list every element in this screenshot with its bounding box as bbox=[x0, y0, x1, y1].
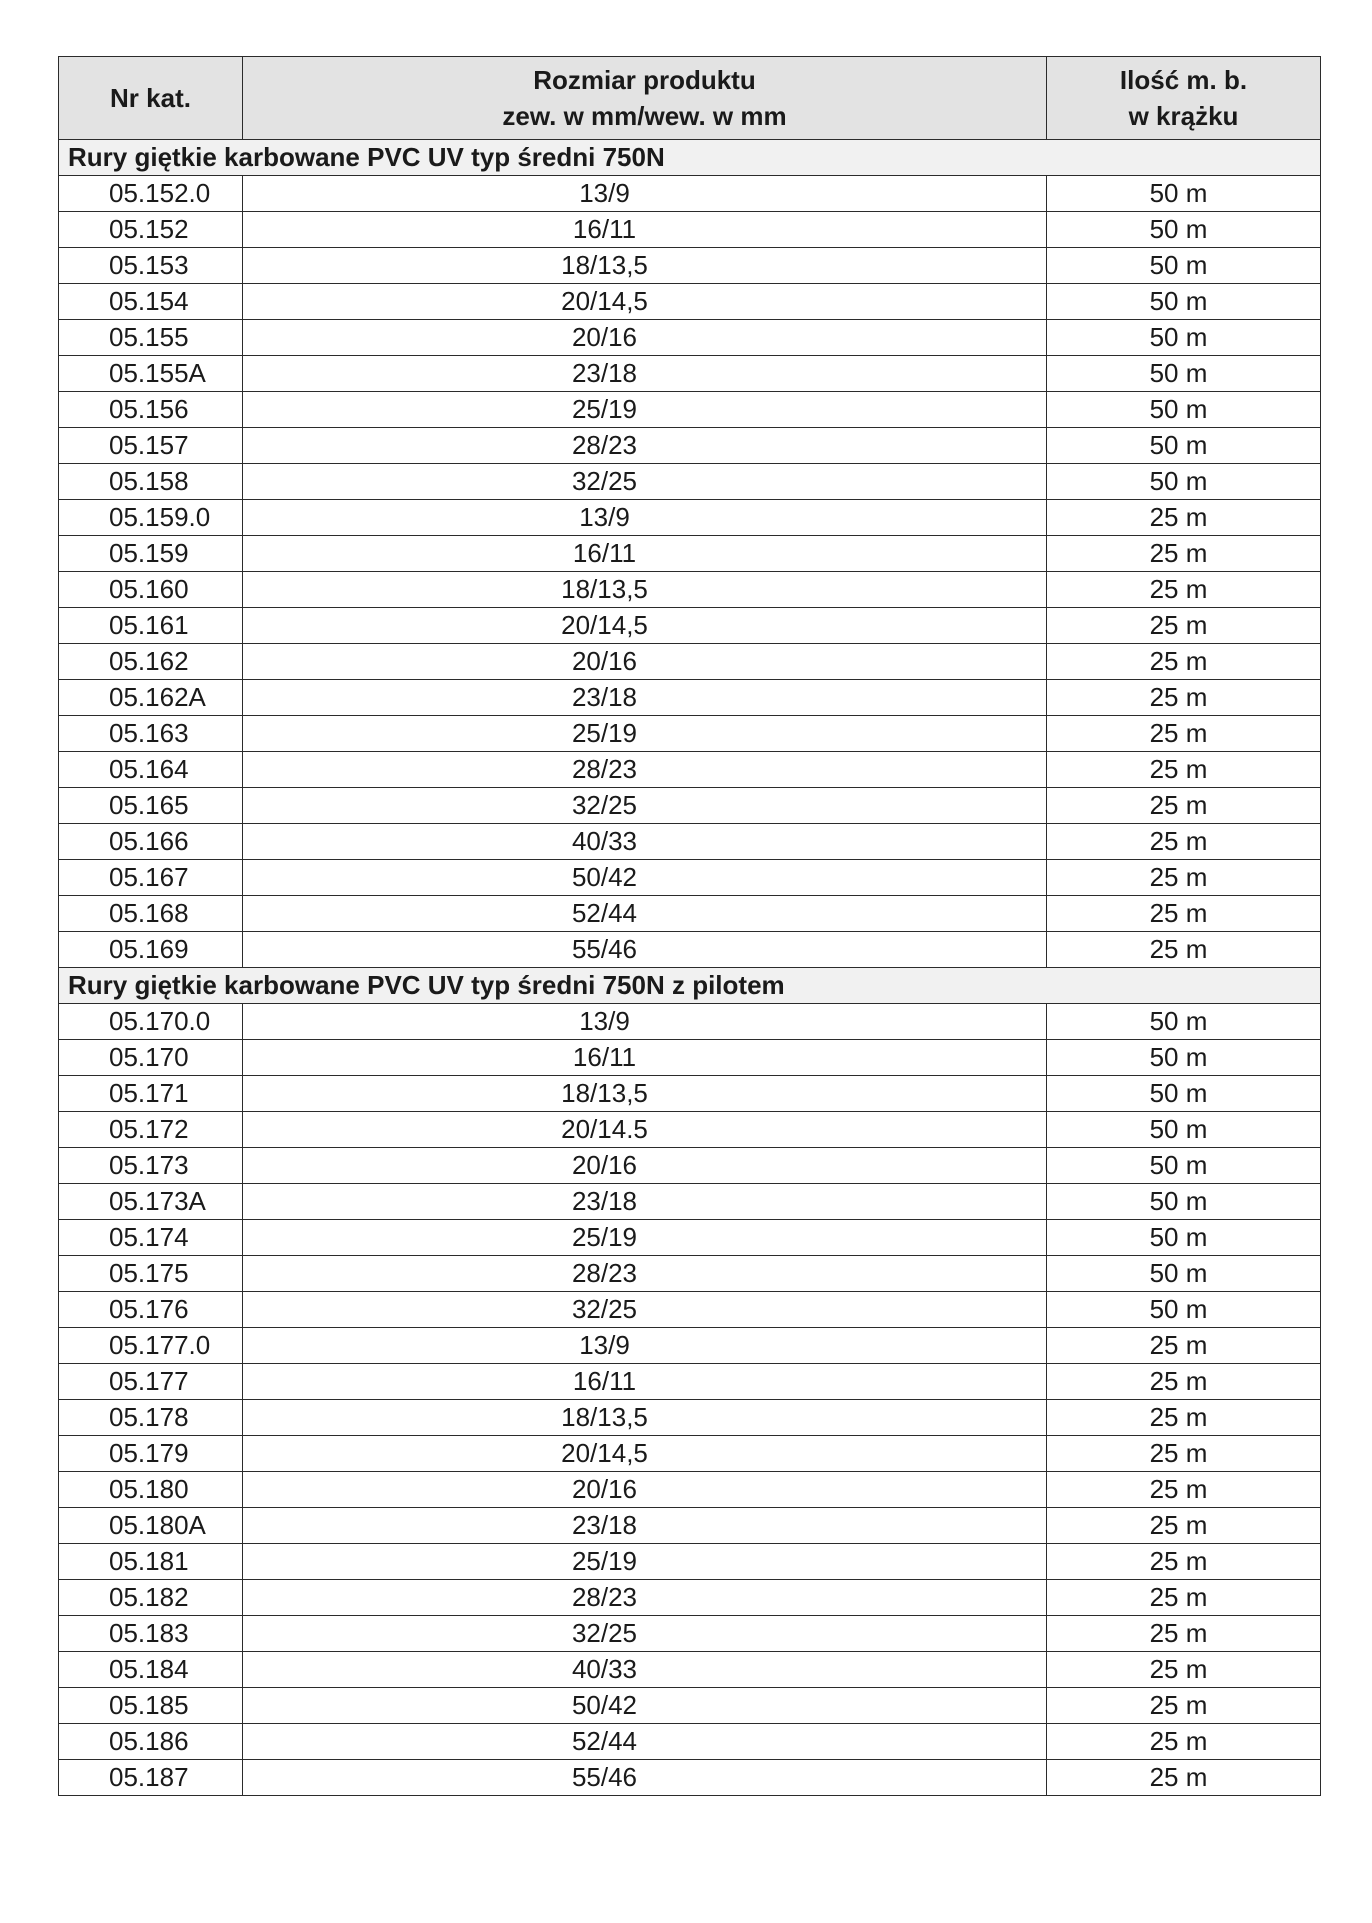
catalog-no-cell: 05.173 bbox=[59, 1148, 243, 1184]
product-size-cell: 20/14.5 bbox=[243, 1112, 1047, 1148]
table-row bbox=[59, 1760, 1321, 1796]
product-size-cell: 20/14,5 bbox=[243, 284, 1047, 320]
catalog-no-cell: 05.158 bbox=[59, 464, 243, 500]
product-size-cell: 32/25 bbox=[243, 464, 1047, 500]
quantity-cell: 25 m bbox=[1047, 536, 1321, 572]
product-size-cell: 32/25 bbox=[243, 1616, 1047, 1652]
quantity-cell: 50 m bbox=[1047, 1004, 1321, 1040]
quantity-cell: 25 m bbox=[1047, 1652, 1321, 1688]
quantity-cell: 50 m bbox=[1047, 320, 1321, 356]
catalog-no-cell: 05.154 bbox=[59, 284, 243, 320]
product-size-cell: 55/46 bbox=[243, 932, 1047, 968]
quantity-cell: 50 m bbox=[1047, 1040, 1321, 1076]
catalog-no-cell: 05.160 bbox=[59, 572, 243, 608]
catalog-no-cell: 05.187 bbox=[59, 1760, 243, 1796]
catalog-no-cell: 05.167 bbox=[59, 860, 243, 896]
product-size-cell: 52/44 bbox=[243, 896, 1047, 932]
product-size-cell: 20/16 bbox=[243, 320, 1047, 356]
catalog-no-cell: 05.186 bbox=[59, 1724, 243, 1760]
table-row bbox=[59, 1544, 1321, 1580]
quantity-cell: 50 m bbox=[1047, 356, 1321, 392]
product-size-cell: 28/23 bbox=[243, 752, 1047, 788]
product-size-cell: 18/13,5 bbox=[243, 572, 1047, 608]
catalog-no-cell: 05.179 bbox=[59, 1436, 243, 1472]
quantity-cell: 25 m bbox=[1047, 1508, 1321, 1544]
catalog-no-cell: 05.159 bbox=[59, 536, 243, 572]
product-size-cell: 23/18 bbox=[243, 1184, 1047, 1220]
table-row bbox=[59, 752, 1321, 788]
product-size-cell: 23/18 bbox=[243, 680, 1047, 716]
table-row bbox=[59, 464, 1321, 500]
product-size-cell: 13/9 bbox=[243, 1004, 1047, 1040]
catalog-no-cell: 05.163 bbox=[59, 716, 243, 752]
table-body bbox=[59, 140, 1321, 1796]
table-row bbox=[59, 1508, 1321, 1544]
quantity-cell: 25 m bbox=[1047, 1400, 1321, 1436]
catalog-no-cell: 05.170.0 bbox=[59, 1004, 243, 1040]
product-size-cell: 13/9 bbox=[243, 176, 1047, 212]
table-row bbox=[59, 536, 1321, 572]
product-size-cell: 20/14,5 bbox=[243, 608, 1047, 644]
catalog-no-cell: 05.165 bbox=[59, 788, 243, 824]
quantity-cell: 25 m bbox=[1047, 896, 1321, 932]
product-size-cell: 20/16 bbox=[243, 644, 1047, 680]
product-size-cell: 20/14,5 bbox=[243, 1436, 1047, 1472]
quantity-cell: 25 m bbox=[1047, 608, 1321, 644]
product-size-cell: 20/16 bbox=[243, 1472, 1047, 1508]
table-row bbox=[59, 1724, 1321, 1760]
product-size-cell: 16/11 bbox=[243, 536, 1047, 572]
table-row bbox=[59, 1004, 1321, 1040]
quantity-cell: 50 m bbox=[1047, 1076, 1321, 1112]
quantity-cell: 25 m bbox=[1047, 716, 1321, 752]
catalog-no-cell: 05.162 bbox=[59, 644, 243, 680]
quantity-cell: 25 m bbox=[1047, 1472, 1321, 1508]
catalog-no-cell: 05.164 bbox=[59, 752, 243, 788]
table-row bbox=[59, 1652, 1321, 1688]
quantity-cell: 50 m bbox=[1047, 176, 1321, 212]
table-row bbox=[59, 680, 1321, 716]
product-size-cell: 13/9 bbox=[243, 500, 1047, 536]
product-size-cell: 18/13,5 bbox=[243, 1400, 1047, 1436]
catalog-no-cell: 05.168 bbox=[59, 896, 243, 932]
catalog-no-cell: 05.162A bbox=[59, 680, 243, 716]
quantity-cell: 50 m bbox=[1047, 1292, 1321, 1328]
quantity-cell: 25 m bbox=[1047, 680, 1321, 716]
quantity-cell: 50 m bbox=[1047, 1220, 1321, 1256]
table-row bbox=[59, 392, 1321, 428]
table-row bbox=[59, 1148, 1321, 1184]
table-row bbox=[59, 932, 1321, 968]
header-product-size-line2: zew. w mm/wew. w mm bbox=[502, 101, 787, 131]
product-size-cell: 40/33 bbox=[243, 1652, 1047, 1688]
product-size-cell: 28/23 bbox=[243, 428, 1047, 464]
quantity-cell: 50 m bbox=[1047, 1148, 1321, 1184]
table-row bbox=[59, 1112, 1321, 1148]
catalog-no-cell: 05.184 bbox=[59, 1652, 243, 1688]
table-row bbox=[59, 1292, 1321, 1328]
quantity-cell: 25 m bbox=[1047, 860, 1321, 896]
product-size-cell: 25/19 bbox=[243, 716, 1047, 752]
product-size-cell: 25/19 bbox=[243, 392, 1047, 428]
quantity-cell: 25 m bbox=[1047, 1724, 1321, 1760]
quantity-cell: 50 m bbox=[1047, 248, 1321, 284]
header-catalog-no: Nr kat. bbox=[59, 57, 243, 140]
table-row bbox=[59, 1436, 1321, 1472]
quantity-cell: 25 m bbox=[1047, 644, 1321, 680]
table-row bbox=[59, 1076, 1321, 1112]
table-header bbox=[59, 57, 1321, 140]
catalog-no-cell: 05.156 bbox=[59, 392, 243, 428]
table-row bbox=[59, 1688, 1321, 1724]
catalog-no-cell: 05.180A bbox=[59, 1508, 243, 1544]
catalog-no-cell: 05.172 bbox=[59, 1112, 243, 1148]
table-row bbox=[59, 356, 1321, 392]
quantity-cell: 25 m bbox=[1047, 1580, 1321, 1616]
product-size-cell: 16/11 bbox=[243, 212, 1047, 248]
table-row bbox=[59, 788, 1321, 824]
catalog-no-cell: 05.157 bbox=[59, 428, 243, 464]
table-row bbox=[59, 716, 1321, 752]
catalog-no-cell: 05.182 bbox=[59, 1580, 243, 1616]
quantity-cell: 25 m bbox=[1047, 1616, 1321, 1652]
table-row bbox=[59, 896, 1321, 932]
table-row bbox=[59, 860, 1321, 896]
table-row bbox=[59, 284, 1321, 320]
table-row bbox=[59, 320, 1321, 356]
header-product-size bbox=[243, 57, 1047, 140]
catalog-no-cell: 05.181 bbox=[59, 1544, 243, 1580]
product-size-cell: 23/18 bbox=[243, 1508, 1047, 1544]
table-row bbox=[59, 1364, 1321, 1400]
catalog-no-cell: 05.176 bbox=[59, 1292, 243, 1328]
quantity-cell: 25 m bbox=[1047, 1544, 1321, 1580]
table-row bbox=[59, 212, 1321, 248]
product-table bbox=[58, 56, 1321, 1796]
catalog-no-cell: 05.155A bbox=[59, 356, 243, 392]
catalog-no-cell: 05.171 bbox=[59, 1076, 243, 1112]
catalog-no-cell: 05.169 bbox=[59, 932, 243, 968]
quantity-cell: 50 m bbox=[1047, 1256, 1321, 1292]
table-row bbox=[59, 1616, 1321, 1652]
catalog-no-cell: 05.177.0 bbox=[59, 1328, 243, 1364]
table-row bbox=[59, 1220, 1321, 1256]
quantity-cell: 25 m bbox=[1047, 752, 1321, 788]
product-size-cell: 16/11 bbox=[243, 1364, 1047, 1400]
quantity-cell: 25 m bbox=[1047, 1328, 1321, 1364]
catalog-no-cell: 05.178 bbox=[59, 1400, 243, 1436]
catalog-no-cell: 05.173A bbox=[59, 1184, 243, 1220]
quantity-cell: 25 m bbox=[1047, 500, 1321, 536]
product-size-cell: 13/9 bbox=[243, 1328, 1047, 1364]
product-size-cell: 18/13,5 bbox=[243, 1076, 1047, 1112]
table-row bbox=[59, 1580, 1321, 1616]
table-row bbox=[59, 644, 1321, 680]
catalog-no-cell: 05.152.0 bbox=[59, 176, 243, 212]
table-row bbox=[59, 1328, 1321, 1364]
section-title: Rury giętkie karbowane PVC UV typ średni 750N bbox=[59, 140, 1321, 176]
product-size-cell: 50/42 bbox=[243, 1688, 1047, 1724]
catalog-no-cell: 05.152 bbox=[59, 212, 243, 248]
catalog-no-cell: 05.161 bbox=[59, 608, 243, 644]
table-row bbox=[59, 176, 1321, 212]
product-size-cell: 25/19 bbox=[243, 1220, 1047, 1256]
section-header-row bbox=[59, 140, 1321, 176]
product-size-cell: 25/19 bbox=[243, 1544, 1047, 1580]
product-size-cell: 55/46 bbox=[243, 1760, 1047, 1796]
table-row bbox=[59, 500, 1321, 536]
catalog-no-cell: 05.177 bbox=[59, 1364, 243, 1400]
product-size-cell: 32/25 bbox=[243, 788, 1047, 824]
product-size-cell: 32/25 bbox=[243, 1292, 1047, 1328]
quantity-cell: 50 m bbox=[1047, 464, 1321, 500]
section-header-row bbox=[59, 968, 1321, 1004]
catalog-no-cell: 05.180 bbox=[59, 1472, 243, 1508]
table-row bbox=[59, 608, 1321, 644]
quantity-cell: 50 m bbox=[1047, 284, 1321, 320]
table-row bbox=[59, 428, 1321, 464]
quantity-cell: 25 m bbox=[1047, 1436, 1321, 1472]
catalog-no-cell: 05.166 bbox=[59, 824, 243, 860]
catalog-no-cell: 05.185 bbox=[59, 1688, 243, 1724]
section-title: Rury giętkie karbowane PVC UV typ średni 750N z pilotem bbox=[59, 968, 1321, 1004]
quantity-cell: 50 m bbox=[1047, 1184, 1321, 1220]
table-row bbox=[59, 248, 1321, 284]
product-size-cell: 28/23 bbox=[243, 1256, 1047, 1292]
catalog-no-cell: 05.153 bbox=[59, 248, 243, 284]
header-product-size-line1: Rozmiar produktu bbox=[533, 65, 756, 95]
product-size-cell: 40/33 bbox=[243, 824, 1047, 860]
quantity-cell: 50 m bbox=[1047, 392, 1321, 428]
table-row bbox=[59, 1040, 1321, 1076]
table-row bbox=[59, 572, 1321, 608]
catalog-no-cell: 05.183 bbox=[59, 1616, 243, 1652]
header-quantity-line1: Ilość m. b. bbox=[1119, 65, 1248, 95]
quantity-cell: 25 m bbox=[1047, 932, 1321, 968]
quantity-cell: 50 m bbox=[1047, 428, 1321, 464]
quantity-cell: 50 m bbox=[1047, 1112, 1321, 1148]
header-quantity-line2: w krążku bbox=[1128, 101, 1239, 131]
table-row bbox=[59, 1184, 1321, 1220]
product-size-cell: 50/42 bbox=[243, 860, 1047, 896]
quantity-cell: 50 m bbox=[1047, 212, 1321, 248]
catalog-no-cell: 05.174 bbox=[59, 1220, 243, 1256]
header-row bbox=[59, 57, 1321, 140]
product-size-cell: 52/44 bbox=[243, 1724, 1047, 1760]
product-size-cell: 18/13,5 bbox=[243, 248, 1047, 284]
table-row bbox=[59, 1472, 1321, 1508]
product-size-cell: 23/18 bbox=[243, 356, 1047, 392]
quantity-cell: 25 m bbox=[1047, 824, 1321, 860]
quantity-cell: 25 m bbox=[1047, 1688, 1321, 1724]
product-size-cell: 28/23 bbox=[243, 1580, 1047, 1616]
product-size-cell: 16/11 bbox=[243, 1040, 1047, 1076]
table-row bbox=[59, 1256, 1321, 1292]
catalog-no-cell: 05.159.0 bbox=[59, 500, 243, 536]
quantity-cell: 25 m bbox=[1047, 572, 1321, 608]
header-quantity bbox=[1047, 57, 1321, 140]
table-row bbox=[59, 1400, 1321, 1436]
table-row bbox=[59, 824, 1321, 860]
catalog-no-cell: 05.175 bbox=[59, 1256, 243, 1292]
quantity-cell: 25 m bbox=[1047, 788, 1321, 824]
catalog-no-cell: 05.170 bbox=[59, 1040, 243, 1076]
quantity-cell: 25 m bbox=[1047, 1760, 1321, 1796]
quantity-cell: 25 m bbox=[1047, 1364, 1321, 1400]
catalog-no-cell: 05.155 bbox=[59, 320, 243, 356]
product-size-cell: 20/16 bbox=[243, 1148, 1047, 1184]
